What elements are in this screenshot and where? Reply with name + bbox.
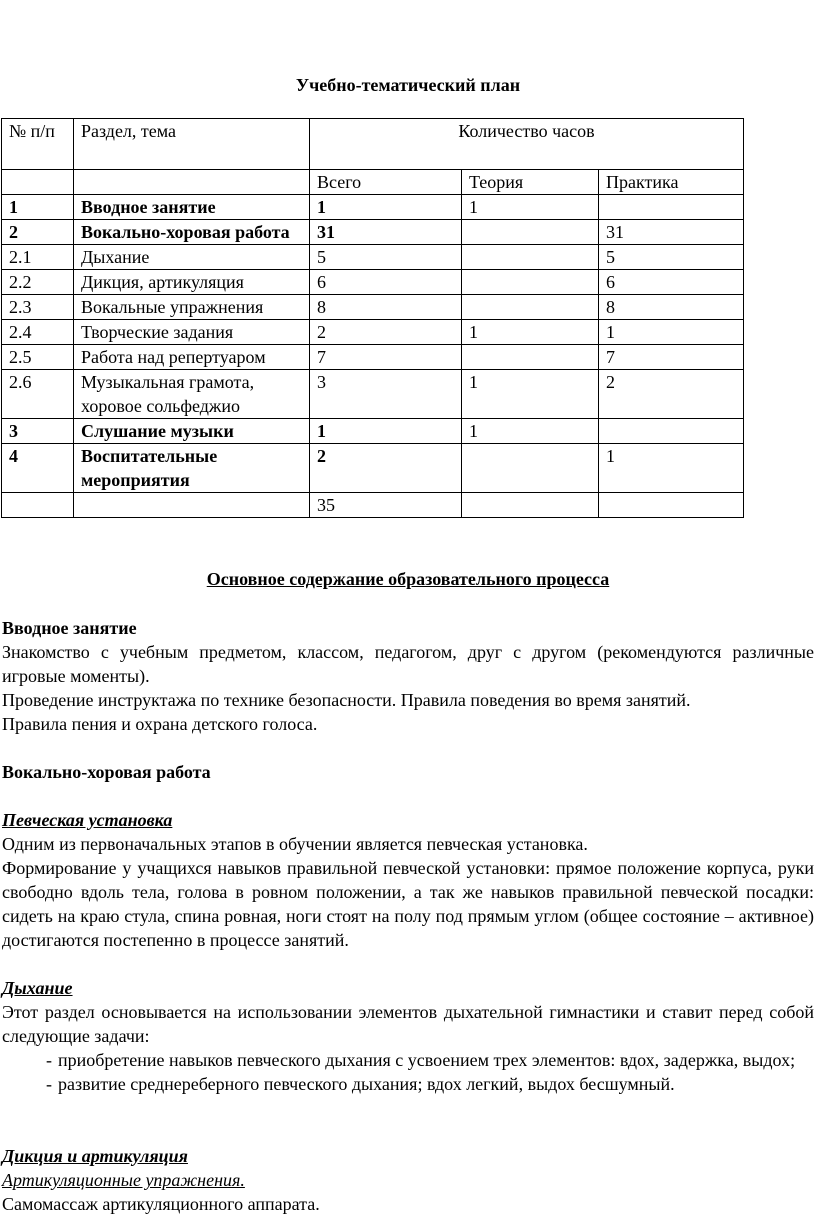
header-section: Раздел, тема [74, 119, 310, 170]
table-row: 2.1 Дыхание 5 5 [2, 245, 744, 270]
posture-paragraph-1: Одним из первоначальных этапов в обучении является певческая установка. [2, 834, 588, 854]
table-subheader-row [2, 170, 744, 195]
table-row: 2.6 Музыкальная грамота, хоровое сольфеджио 3 1 2 [2, 370, 744, 419]
table-row: 1 Вводное занятие 1 1 [2, 195, 744, 220]
vocal-section [2, 760, 814, 784]
table-row: 4 Воспитательные мероприятия 2 1 [2, 444, 744, 493]
table-row: 2 Вокально-хоровая работа 31 31 [2, 220, 744, 245]
list-item: - приобретение навыков певческого дыхания с усвоением трех элементов: вдох, задержка, выдох; [46, 1050, 796, 1070]
diction-paragraph: Самомассаж артикуляционного аппарата. [2, 1194, 320, 1214]
document-title: Учебно-тематический план [295, 75, 521, 95]
breath-paragraph: Этот раздел основывается на использовании элементов дыхательной гимнастики и ставит перед собой следующие задачи: [2, 1002, 814, 1046]
intro-section [2, 616, 814, 736]
intro-paragraph-2: Проведение инструктажа по технике безопасности. Правила поведения во время занятий. [2, 690, 691, 710]
header-total: Всего [310, 170, 462, 195]
diction-section [2, 1144, 814, 1216]
sum-total: 35 [310, 493, 462, 518]
content-title: Основное содержание образовательного процесса [206, 569, 610, 589]
header-practice: Практика [599, 170, 744, 195]
thematic-plan-table [1, 118, 744, 518]
header-hours: Количество часов [310, 119, 744, 170]
header-num: № п/п [2, 119, 74, 170]
vocal-heading: Вокально-хоровая работа [2, 762, 211, 782]
breath-section [2, 976, 814, 1096]
posture-paragraph-2: Формирование у учащихся навыков правильной певческой установки: прямое положение корпуса, руки свободно вдоль тела, голова в ровном положении, а так же навыков правильной певческой посадки: сидеть на краю стула, спина ровная, ноги стоят на полу под прямым углом (общее состояние – активное) достигаются постепенно в процессе занятий. [2, 858, 814, 950]
table-row: 2.5 Работа над репертуаром 7 7 [2, 345, 744, 370]
posture-heading: Певческая установка [2, 810, 173, 830]
diction-heading: Дикция и артикуляция [2, 1146, 188, 1166]
intro-heading: Вводное занятие [2, 618, 137, 638]
table-row: 3 Слушание музыки 1 1 [2, 419, 744, 444]
intro-paragraph-1: Знакомство с учебным предметом, классом, педагогом, друг с другом (рекомендуются различные игровые моменты). [2, 642, 814, 686]
table-row: 2.4 Творческие задания 2 1 1 [2, 320, 744, 345]
posture-section [2, 808, 814, 952]
breath-heading: Дыхание [2, 978, 73, 998]
table-row: 2.2 Дикция, артикуляция 6 6 [2, 270, 744, 295]
table-total-row [2, 493, 744, 518]
header-theory: Теория [462, 170, 599, 195]
table-row: 2.3 Вокальные упражнения 8 8 [2, 295, 744, 320]
table-header-row [2, 119, 744, 170]
diction-subheading: Артикуляционные упражнения. [2, 1170, 245, 1190]
intro-paragraph-3: Правила пения и охрана детского голоса. [2, 714, 318, 734]
list-item: - развитие среднереберного певческого дыхания; вдох легкий, выдох бесшумный. [46, 1074, 675, 1094]
